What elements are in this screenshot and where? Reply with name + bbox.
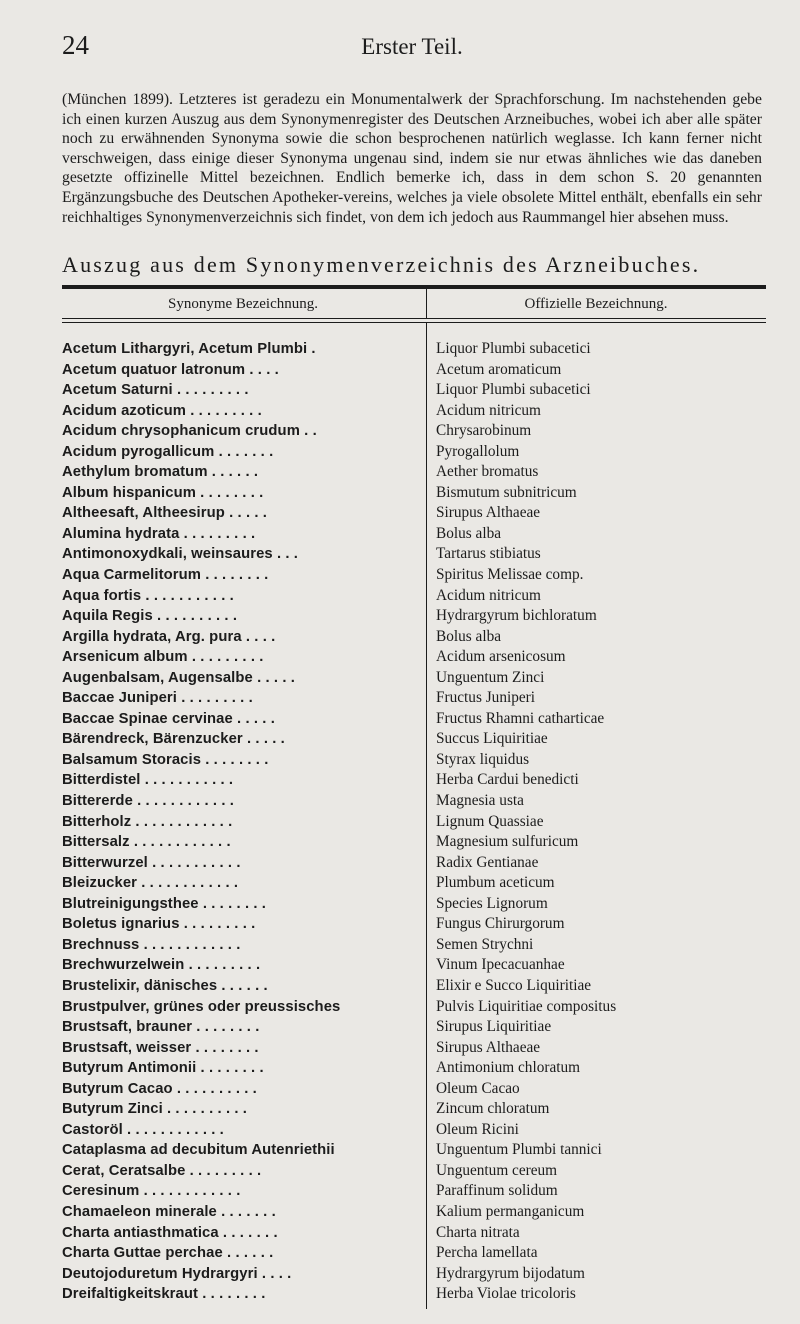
official-cell: Liquor Plumbi subacetici xyxy=(436,381,591,399)
official-cell: Kalium permanganicum xyxy=(436,1202,585,1220)
synonym-cell: Bittersalz . . . . . . . . . . . . xyxy=(62,834,231,851)
official-cell: Bolus alba xyxy=(436,627,502,645)
official-cell: Acidum nitricum xyxy=(436,586,541,604)
synonym-cell: Arsenicum album . . . . . . . . . xyxy=(62,649,264,666)
official-cell: Magnesium sulfuricum xyxy=(436,833,579,851)
section-title: Auszug aus dem Synonymenverzeichnis des Arzneibuches. xyxy=(62,252,701,277)
table-row xyxy=(62,750,766,771)
official-cell: Fructus Juniperi xyxy=(436,689,535,707)
table-row xyxy=(62,1140,766,1161)
official-cell: Spiritus Melissae comp. xyxy=(436,566,584,584)
synonym-cell: Brustsaft, brauner . . . . . . . . xyxy=(62,1019,260,1036)
synonym-cell: Acidum azoticum . . . . . . . . . xyxy=(62,402,262,419)
official-cell: Styrax liquidus xyxy=(436,750,530,768)
table-row xyxy=(62,627,766,648)
official-cell: Hydrargyrum bichloratum xyxy=(436,607,597,625)
synonym-cell: Bitterwurzel . . . . . . . . . . . xyxy=(62,854,241,871)
column-header-official: Offizielle Bezeichnung. xyxy=(524,296,668,312)
table-row xyxy=(62,1017,766,1038)
synonym-cell: Charta Guttae perchae . . . . . . xyxy=(62,1245,274,1262)
page-header xyxy=(62,30,742,64)
table-row xyxy=(62,1284,766,1305)
table-row xyxy=(62,668,766,689)
synonym-cell: Alumina hydrata . . . . . . . . . xyxy=(62,525,256,542)
synonym-cell: Bittererde . . . . . . . . . . . . xyxy=(62,793,234,810)
official-cell: Succus Liquiritiae xyxy=(436,730,548,748)
table-row xyxy=(62,380,766,401)
synonym-cell: Acidum pyrogallicum . . . . . . . xyxy=(62,443,274,460)
official-cell: Fungus Chirurgorum xyxy=(436,915,565,933)
official-cell: Acetum aromaticum xyxy=(436,360,562,378)
official-cell: Plumbum aceticum xyxy=(436,874,555,892)
table-row xyxy=(62,812,766,833)
page-number: 24 xyxy=(62,30,89,60)
table-row xyxy=(62,955,766,976)
synonym-cell: Butyrum Cacao . . . . . . . . . . xyxy=(62,1080,257,1097)
official-cell: Antimonium chloratum xyxy=(436,1059,581,1077)
official-cell: Herba Violae tricoloris xyxy=(436,1285,576,1303)
official-cell: Hydrargyrum bijodatum xyxy=(436,1264,585,1282)
synonym-cell: Augenbalsam, Augensalbe . . . . . xyxy=(62,669,295,686)
synonym-cell: Aqua fortis . . . . . . . . . . . xyxy=(62,587,234,604)
official-cell: Pyrogallolum xyxy=(436,442,520,460)
official-cell: Unguentum cereum xyxy=(436,1161,558,1179)
official-cell: Chrysarobinum xyxy=(436,422,532,440)
table-row xyxy=(62,1161,766,1182)
synonym-cell: Baccae Juniperi . . . . . . . . . xyxy=(62,690,253,707)
table-row xyxy=(62,462,766,483)
synonym-cell: Aqua Carmelitorum . . . . . . . . xyxy=(62,567,269,584)
official-cell: Sirupus Althaeae xyxy=(436,504,541,522)
table-body xyxy=(62,323,766,1305)
official-cell: Bolus alba xyxy=(436,524,502,542)
table-row xyxy=(62,1223,766,1244)
table-row xyxy=(62,1181,766,1202)
table-row xyxy=(62,688,766,709)
official-cell: Acidum arsenicosum xyxy=(436,648,566,666)
synonym-cell: Bitterdistel . . . . . . . . . . . xyxy=(62,772,234,789)
table-row xyxy=(62,709,766,730)
table-row xyxy=(62,976,766,997)
synonym-cell: Acetum quatuor latronum . . . . xyxy=(62,361,279,378)
official-cell: Species Lignorum xyxy=(436,894,548,912)
table-row xyxy=(62,894,766,915)
official-cell: Elixir e Succo Liquiritiae xyxy=(436,976,592,994)
official-cell: Lignum Quassiae xyxy=(436,812,544,830)
official-cell: Sirupus Liquiritiae xyxy=(436,1018,552,1036)
table-row xyxy=(62,339,766,360)
official-cell: Zincum chloratum xyxy=(436,1100,550,1118)
official-cell: Herba Cardui benedicti xyxy=(436,771,579,789)
table-header-row xyxy=(62,289,766,318)
table-row xyxy=(62,1079,766,1100)
official-cell: Acidum nitricum xyxy=(436,401,541,419)
column-header-synonym: Synonyme Bezeichnung. xyxy=(168,296,318,312)
official-cell: Paraffinum solidum xyxy=(436,1182,558,1200)
table-row xyxy=(62,606,766,627)
table-row xyxy=(62,503,766,524)
synonym-cell: Cerat, Ceratsalbe . . . . . . . . . xyxy=(62,1162,262,1179)
table-row xyxy=(62,791,766,812)
table-row xyxy=(62,421,766,442)
synonym-cell: Bleizucker . . . . . . . . . . . . xyxy=(62,875,239,892)
official-cell: Radix Gentianae xyxy=(436,853,539,871)
table-row xyxy=(62,565,766,586)
official-cell: Magnesia usta xyxy=(436,792,524,810)
table-row xyxy=(62,1120,766,1141)
synonym-cell: Boletus ignarius . . . . . . . . . xyxy=(62,916,256,933)
synonym-cell: Bitterholz . . . . . . . . . . . . xyxy=(62,813,233,830)
synonym-cell: Castoröl . . . . . . . . . . . . xyxy=(62,1121,224,1138)
table-row xyxy=(62,914,766,935)
synonym-cell: Brustpulver, grünes oder preussisches xyxy=(62,998,341,1015)
table-row xyxy=(62,997,766,1018)
table-row xyxy=(62,442,766,463)
official-cell: Percha lamellata xyxy=(436,1244,538,1262)
table-row xyxy=(62,770,766,791)
table-row xyxy=(62,1099,766,1120)
intro-paragraph-block xyxy=(62,90,762,227)
table-row xyxy=(62,524,766,545)
table-row xyxy=(62,544,766,565)
synonym-cell: Balsamum Storacis . . . . . . . . xyxy=(62,751,269,768)
intro-paragraph: (München 1899). Letzteres ist geradezu ein Monumentalwerk der Sprachforschung. Im nachstehenden gebe ich einen kurzen Auszug aus dem Synonymenregister des Deutschen Arzneibuches, wobei ich aber alle später noch zu erwähnenden Synonyma sowie die schon besprochenen natürlich weglasse. Ich kann ferner nicht verschweigen, dass einige dieser Synonyma ungenau sind, indem sie nur etwas ähnliches wie das daneben gesetzte offizinelle Mittel bezeichnen. Endlich bemerke ich, dass in dem schon S. 20 genannten Ergänzungsbuche des Deutschen Apotheker-vereins, welches ja viele obsolete Mittel enthält, ebenfalls ein sehr reichhaltiges Synonymenverzeichnis sich findet, von dem ich jedoch aus Raummangel hier absehen muss. xyxy=(62,91,762,226)
synonym-cell: Aquila Regis . . . . . . . . . . xyxy=(62,608,238,625)
official-cell: Sirupus Althaeae xyxy=(436,1038,541,1056)
synonym-cell: Antimonoxydkali, weinsaures . . . xyxy=(62,546,299,563)
synonym-cell: Brechwurzelwein . . . . . . . . . xyxy=(62,957,261,974)
official-cell: Aether bromatus xyxy=(436,463,539,481)
synonym-table xyxy=(62,285,766,1305)
table-row xyxy=(62,1243,766,1264)
synonym-cell: Aethylum bromatum . . . . . . xyxy=(62,464,259,481)
table-row xyxy=(62,360,766,381)
synonym-cell: Acetum Saturni . . . . . . . . . xyxy=(62,382,249,399)
table-row xyxy=(62,1202,766,1223)
table-row xyxy=(62,647,766,668)
table-row xyxy=(62,873,766,894)
synonym-cell: Deutojoduretum Hydrargyri . . . . xyxy=(62,1265,292,1282)
table-row xyxy=(62,586,766,607)
synonym-cell: Brechnuss . . . . . . . . . . . . xyxy=(62,936,241,953)
official-cell: Fructus Rhamni catharticae xyxy=(436,709,605,727)
table-row xyxy=(62,853,766,874)
table-row xyxy=(62,935,766,956)
table-row xyxy=(62,1264,766,1285)
official-cell: Liquor Plumbi subacetici xyxy=(436,340,591,357)
table-row xyxy=(62,832,766,853)
table-row xyxy=(62,729,766,750)
synonym-cell: Dreifaltigkeitskraut . . . . . . . . xyxy=(62,1286,266,1303)
official-cell: Unguentum Plumbi tannici xyxy=(436,1141,602,1159)
synonym-cell: Acidum chrysophanicum crudum . . xyxy=(62,423,317,440)
synonym-cell: Album hispanicum . . . . . . . . xyxy=(62,484,264,501)
table-row xyxy=(62,483,766,504)
synonym-cell: Acetum Lithargyri, Acetum Plumbi . xyxy=(62,341,316,357)
synonym-cell: Altheesaft, Altheesirup . . . . . xyxy=(62,505,268,522)
official-cell: Charta nitrata xyxy=(436,1223,520,1241)
official-cell: Tartarus stibiatus xyxy=(436,545,541,563)
synonym-cell: Baccae Spinae cervinae . . . . . xyxy=(62,710,275,727)
running-head: Erster Teil. xyxy=(361,34,463,59)
table-row xyxy=(62,1058,766,1079)
synonym-cell: Brustelixir, dänisches . . . . . . xyxy=(62,977,268,994)
synonym-cell: Ceresinum . . . . . . . . . . . . xyxy=(62,1183,241,1200)
synonym-cell: Butyrum Antimonii . . . . . . . . xyxy=(62,1060,264,1077)
official-cell: Oleum Ricini xyxy=(436,1120,519,1138)
table-row xyxy=(62,1038,766,1059)
synonym-cell: Charta antiasthmatica . . . . . . . xyxy=(62,1224,278,1241)
synonym-cell: Butyrum Zinci . . . . . . . . . . xyxy=(62,1101,247,1118)
official-cell: Unguentum Zinci xyxy=(436,668,545,686)
official-cell: Pulvis Liquiritiae compositus xyxy=(436,997,617,1015)
synonym-cell: Bärendreck, Bärenzucker . . . . . xyxy=(62,731,285,748)
official-cell: Vinum Ipecacuanhae xyxy=(436,956,565,974)
synonym-cell: Chamaeleon minerale . . . . . . . xyxy=(62,1203,276,1220)
table-row xyxy=(62,401,766,422)
synonym-cell: Brustsaft, weisser . . . . . . . . xyxy=(62,1039,259,1056)
official-cell: Bismutum subnitricum xyxy=(436,483,577,501)
synonym-cell: Cataplasma ad decubitum Autenriethii xyxy=(62,1142,335,1159)
official-cell: Semen Strychni xyxy=(436,935,534,953)
synonym-cell: Blutreinigungsthee . . . . . . . . xyxy=(62,895,266,912)
official-cell: Oleum Cacao xyxy=(436,1079,520,1097)
synonym-cell: Argilla hydrata, Arg. pura . . . . xyxy=(62,628,276,645)
